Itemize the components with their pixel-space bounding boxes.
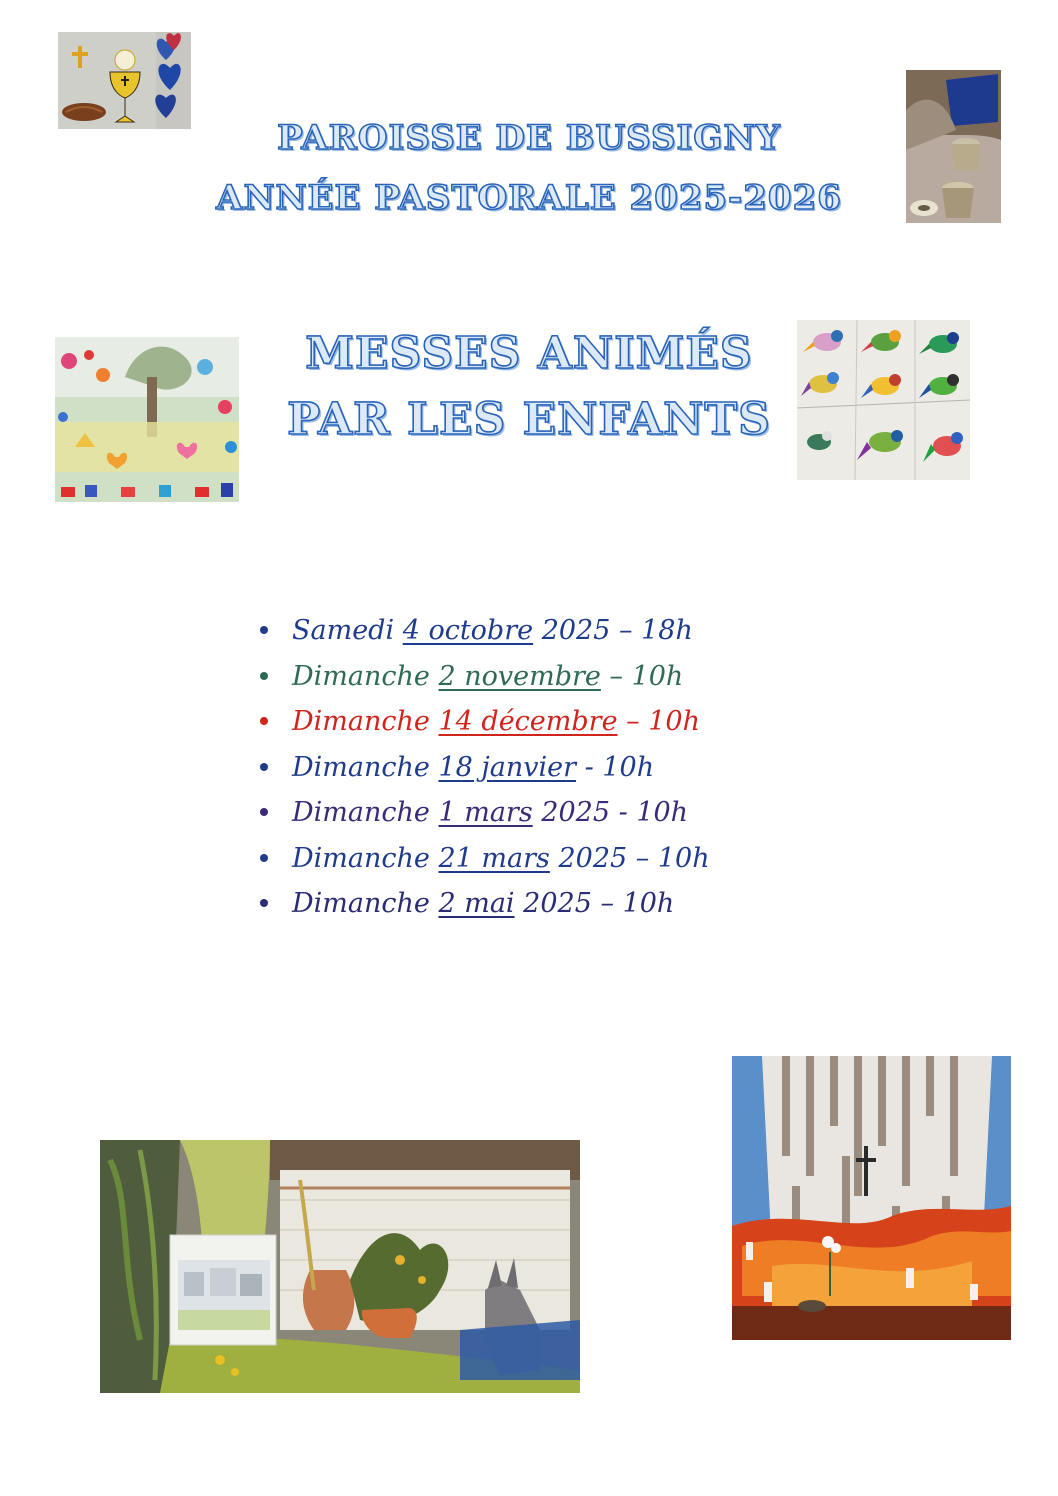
parish-title: PAROISSE DE BUSSIGNY [277, 118, 781, 158]
mass-day: Dimanche [292, 888, 430, 919]
mass-day: Dimanche [292, 751, 430, 783]
mass-date: 14 décembre [438, 706, 618, 737]
mass-date-item [258, 836, 710, 882]
mass-day: Dimanche [292, 660, 430, 692]
mass-date: 1 mars [438, 797, 533, 828]
mass-time: – 10h [609, 660, 684, 692]
mass-year: 2025 [541, 797, 611, 828]
pastoral-year-title: ANNÉE PASTORALE 2025-2026 [216, 178, 842, 218]
mass-dates-list [258, 608, 710, 927]
bullet-icon [260, 717, 268, 725]
mass-date-item [258, 790, 710, 836]
mass-day: Dimanche [292, 842, 430, 874]
bullet-icon [260, 672, 268, 680]
bullet-icon [260, 626, 268, 634]
mass-day: Dimanche [292, 797, 430, 828]
mass-date: 2 novembre [438, 660, 601, 692]
altar-decoration-image [100, 1140, 580, 1393]
bullet-icon [260, 763, 268, 771]
mass-day: Samedi [292, 615, 395, 646]
mass-date: 4 octobre [402, 615, 534, 646]
children-masses-subtitle: PAR LES ENFANTS [287, 394, 771, 445]
mass-time: – 10h [635, 842, 710, 874]
mass-day: Dimanche [292, 706, 430, 737]
bullet-icon [260, 808, 268, 816]
mass-date: 2 mai [438, 888, 515, 919]
mass-date-item [258, 881, 710, 927]
chalice-drawing-image [58, 32, 191, 129]
mass-year: 2025 [541, 615, 611, 646]
mass-date: 21 mars [438, 842, 550, 874]
children-masses-title: MESSES ANIMÉS [305, 328, 753, 379]
mass-date-item [258, 654, 710, 700]
mass-time: – 10h [600, 888, 675, 919]
mass-time: – 10h [626, 706, 700, 737]
mass-time: - 10h [584, 751, 655, 783]
mass-time: - 10h [618, 797, 689, 828]
mass-year: 2025 [558, 842, 628, 874]
chapel-altar-image [732, 1056, 1011, 1340]
mass-date-item [258, 699, 710, 745]
mass-year: 2025 [523, 888, 592, 919]
bullet-icon [260, 854, 268, 862]
mass-time: – 18h [619, 615, 693, 646]
mass-date-item [258, 608, 710, 654]
bullet-icon [260, 899, 268, 907]
mass-date-item [258, 745, 710, 791]
mass-date: 18 janvier [438, 751, 577, 783]
